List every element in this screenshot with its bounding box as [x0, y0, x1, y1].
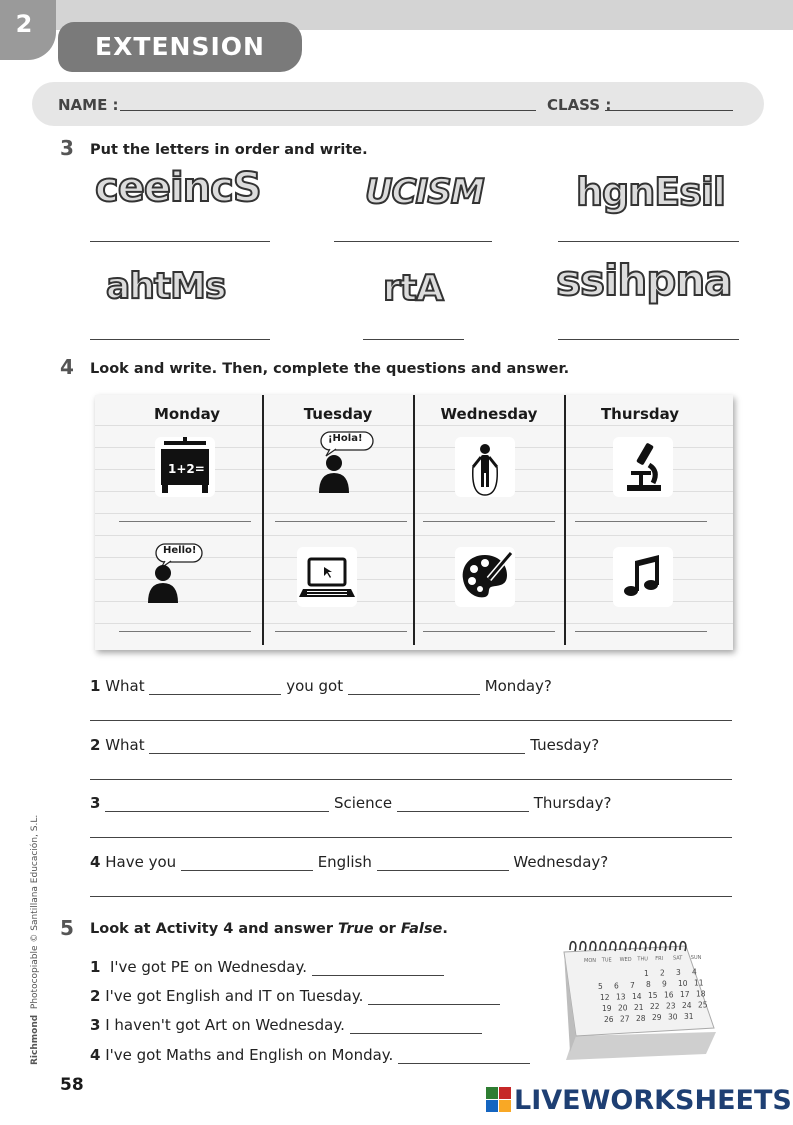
question-3: 3 Science Thursday?	[90, 794, 612, 812]
day-header: Thursday	[600, 405, 680, 423]
calendar-date: 27	[620, 1014, 630, 1024]
class-label: CLASS :	[547, 96, 612, 114]
answer-line[interactable]	[363, 339, 464, 340]
calendar-date: 22	[650, 1002, 660, 1012]
answer-blank[interactable]	[368, 990, 500, 1005]
answer-blank[interactable]	[377, 856, 509, 871]
calendar-date: 1	[644, 969, 649, 979]
calendar-date: 4	[692, 967, 697, 977]
answer-line[interactable]	[275, 521, 407, 522]
calendar-date: 24	[682, 1001, 692, 1010]
answer-line[interactable]	[90, 779, 732, 780]
question-1: 1 What you got Monday?	[90, 677, 552, 695]
calendar-date: 17	[680, 990, 690, 999]
calendar-date: 10	[678, 979, 688, 988]
answer-line[interactable]	[558, 339, 739, 340]
calendar-date: 25	[698, 1000, 708, 1010]
speech-text-hola: ¡Hola!	[328, 433, 363, 444]
activity-4-number: 4	[60, 355, 74, 379]
calendar-weekday: TUE	[601, 957, 612, 964]
answer-line[interactable]	[90, 241, 270, 242]
unit-number: 2	[15, 10, 33, 38]
answer-blank[interactable]	[312, 961, 444, 976]
answer-blank[interactable]	[181, 856, 313, 871]
calendar-weekday: FRI	[655, 956, 664, 962]
answer-line[interactable]	[119, 631, 251, 632]
calendar-date: 11	[694, 978, 704, 988]
answer-blank[interactable]	[398, 1049, 530, 1064]
calendar-date: 9	[662, 979, 667, 989]
day-header: Wednesday	[440, 405, 538, 423]
day-header: Tuesday	[303, 405, 373, 423]
answer-line[interactable]	[90, 339, 270, 340]
speech-text-hello: Hello!	[163, 545, 197, 556]
blackboard-text: 1+2=	[168, 462, 205, 476]
scrambled-word: hgnEsil	[576, 170, 725, 214]
scrambled-word: UCISM	[365, 172, 484, 212]
calendar-date: 23	[666, 1001, 676, 1011]
answer-line[interactable]	[334, 241, 492, 242]
page-number: 58	[60, 1075, 84, 1095]
calendar-date: 7	[630, 980, 635, 990]
day-header: Monday	[153, 405, 221, 423]
answer-line[interactable]	[423, 631, 555, 632]
name-field[interactable]	[120, 110, 536, 111]
blackboard-icon	[155, 437, 215, 497]
statement: 2 I've got English and IT on Tuesday.	[90, 987, 500, 1005]
calendar-date: 31	[684, 1012, 694, 1021]
unit-number-tab	[0, 0, 56, 60]
calendar-date: 13	[616, 992, 626, 1002]
calendar-date: 28	[636, 1013, 646, 1023]
answer-blank[interactable]	[397, 797, 529, 812]
calendar-date: 14	[632, 991, 642, 1001]
name-label: NAME :	[58, 96, 119, 114]
answer-line[interactable]	[423, 521, 555, 522]
answer-blank[interactable]	[149, 739, 525, 754]
calendar-date: 26	[604, 1015, 614, 1024]
scrambled-word: ssihpna	[556, 256, 732, 305]
calendar-date: 8	[646, 980, 651, 990]
scrambled-word: ceeincS	[95, 165, 261, 211]
answer-blank[interactable]	[350, 1019, 482, 1034]
liveworksheets-brand[interactable]: LIVEWORKSHEETS	[514, 1085, 792, 1116]
answer-line[interactable]	[90, 837, 732, 838]
calendar-date: 15	[648, 991, 658, 1001]
answer-blank[interactable]	[149, 680, 281, 695]
microscope-icon	[613, 437, 673, 497]
calendar-date: 6	[614, 981, 619, 991]
calendar-date: 29	[652, 1013, 662, 1023]
scrambled-word: ahtMs	[106, 266, 226, 307]
calendar-date: 18	[696, 989, 706, 999]
liveworksheets-logo	[486, 1087, 512, 1113]
name-bar	[32, 82, 764, 126]
calendar-date: 20	[618, 1003, 628, 1013]
activity-4-instruction: Look and write. Then, complete the questions and answer.	[90, 361, 570, 377]
side-brand: Richmond	[30, 1014, 40, 1065]
statement: 1 I've got PE on Wednesday.	[90, 958, 444, 976]
calendar-weekday: SUN	[690, 955, 702, 961]
activity-3-instruction: Put the letters in order and write.	[90, 142, 368, 158]
calendar-date: 3	[676, 968, 681, 977]
laptop-icon	[297, 547, 357, 607]
calendar-date: 21	[634, 1002, 644, 1012]
speech-bubble-hola	[320, 431, 372, 451]
answer-line[interactable]	[90, 896, 732, 897]
activity-5-instruction: Look at Activity 4 and answer True or False.	[90, 921, 448, 937]
answer-line[interactable]	[575, 521, 707, 522]
question-2: 2 What Tuesday?	[90, 736, 600, 754]
jump-rope-icon	[455, 437, 515, 497]
copyright-note: Richmond Photocopiable © Santillana Educación, S.L.	[30, 814, 40, 1065]
answer-line[interactable]	[575, 631, 707, 632]
answer-line[interactable]	[275, 631, 407, 632]
statement: 4 I've got Maths and English on Monday.	[90, 1046, 530, 1064]
answer-line[interactable]	[90, 720, 732, 721]
timetable	[95, 395, 733, 650]
class-field[interactable]	[605, 110, 733, 111]
calendar-date: 12	[600, 993, 610, 1002]
scrambled-word: rtA	[383, 268, 443, 309]
activity-3-number: 3	[60, 136, 74, 160]
answer-line[interactable]	[119, 521, 251, 522]
calendar-date: 2	[660, 968, 665, 978]
spanish-speaker-icon	[309, 449, 359, 499]
calendar-weekday: THU	[637, 956, 648, 963]
calendar-date: 16	[664, 990, 674, 1000]
answer-line[interactable]	[558, 241, 739, 242]
question-4: 4 Have you English Wednesday?	[90, 853, 609, 871]
answer-blank[interactable]	[105, 797, 329, 812]
calendar-icon	[556, 936, 721, 1064]
paint-palette-icon	[455, 547, 515, 607]
music-note-icon	[613, 547, 673, 607]
answer-blank[interactable]	[348, 680, 480, 695]
calendar-date: 19	[602, 1004, 612, 1013]
english-speaker-icon	[138, 559, 188, 609]
calendar-weekday: SAT	[673, 955, 683, 962]
calendar-date: 5	[598, 982, 603, 991]
calendar-date: 30	[668, 1012, 678, 1022]
activity-5-number: 5	[60, 916, 74, 940]
calendar-weekday: WED	[619, 957, 632, 963]
page-title: EXTENSION	[58, 22, 302, 72]
statement: 3 I haven't got Art on Wednesday.	[90, 1016, 482, 1034]
calendar-weekday: MON	[584, 958, 596, 964]
